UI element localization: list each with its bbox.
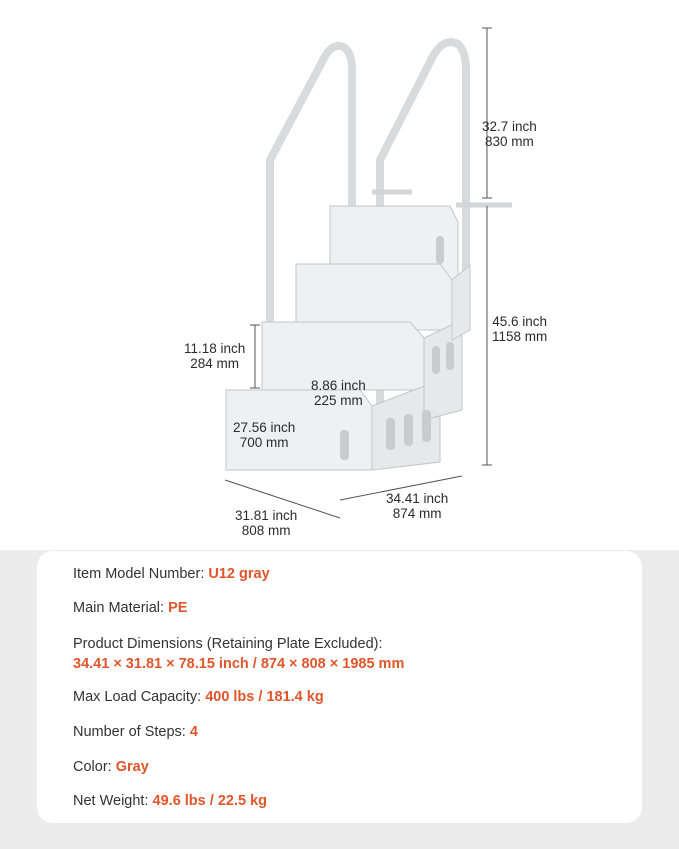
dimension-inch: 31.81 inch — [235, 508, 298, 523]
dimension-mm: 225 mm — [314, 393, 363, 408]
dimension-mm: 808 mm — [241, 523, 291, 538]
dimension-mm: 1158 mm — [492, 329, 548, 344]
spec-label: Color: — [73, 759, 112, 775]
dimension-step-height — [184, 341, 245, 371]
spec-steps — [73, 724, 198, 740]
spec-value: 400 lbs / 181.4 kg — [205, 689, 324, 705]
spec-value: Gray — [115, 759, 149, 775]
spec-net-weight — [73, 793, 267, 809]
spec-label: Main Material: — [73, 600, 165, 616]
dimension-base-depth — [235, 508, 297, 538]
dimension-mm: 830 mm — [485, 134, 534, 149]
dimension-step-width — [233, 420, 295, 450]
dimension-inch: 11.18 inch — [184, 341, 246, 356]
spec-label: Item Model Number: — [73, 566, 205, 582]
spec-label: Max Load Capacity: — [73, 689, 202, 705]
dimension-mm: 874 mm — [392, 506, 442, 521]
spec-dimensions — [73, 636, 404, 672]
specs-panel — [37, 551, 642, 823]
dimension-inch: 32.7 inch — [482, 119, 537, 134]
spec-model-number — [73, 566, 270, 582]
dimension-total-height — [492, 314, 547, 344]
spec-value: PE — [168, 600, 188, 616]
dimension-step-depth — [311, 378, 366, 408]
spec-label: Product Dimensions (Retaining Plate Excluded): — [73, 636, 383, 652]
dimension-handrail-height — [482, 119, 537, 149]
spec-color — [73, 759, 149, 775]
spec-label: Net Weight: — [73, 793, 149, 809]
dimension-mm: 284 mm — [190, 356, 240, 371]
dimension-inch: 34.41 inch — [386, 491, 449, 506]
spec-value: 49.6 lbs / 22.5 kg — [152, 793, 267, 809]
spec-max-load — [73, 689, 324, 705]
spec-value: 4 — [189, 724, 198, 740]
dimension-mm: 700 mm — [239, 435, 289, 450]
dimension-inch: 8.86 inch — [311, 378, 366, 393]
spec-value: 34.41 × 31.81 × 78.15 inch / 874 × 808 × 1985 mm — [73, 656, 405, 672]
dimension-inch: 45.6 inch — [492, 314, 548, 329]
spec-material — [73, 600, 187, 616]
dimension-base-length — [386, 491, 448, 521]
spec-label: Number of Steps: — [73, 724, 186, 740]
dimension-inch: 27.56 inch — [233, 420, 296, 435]
spec-value: U12 gray — [208, 566, 270, 582]
